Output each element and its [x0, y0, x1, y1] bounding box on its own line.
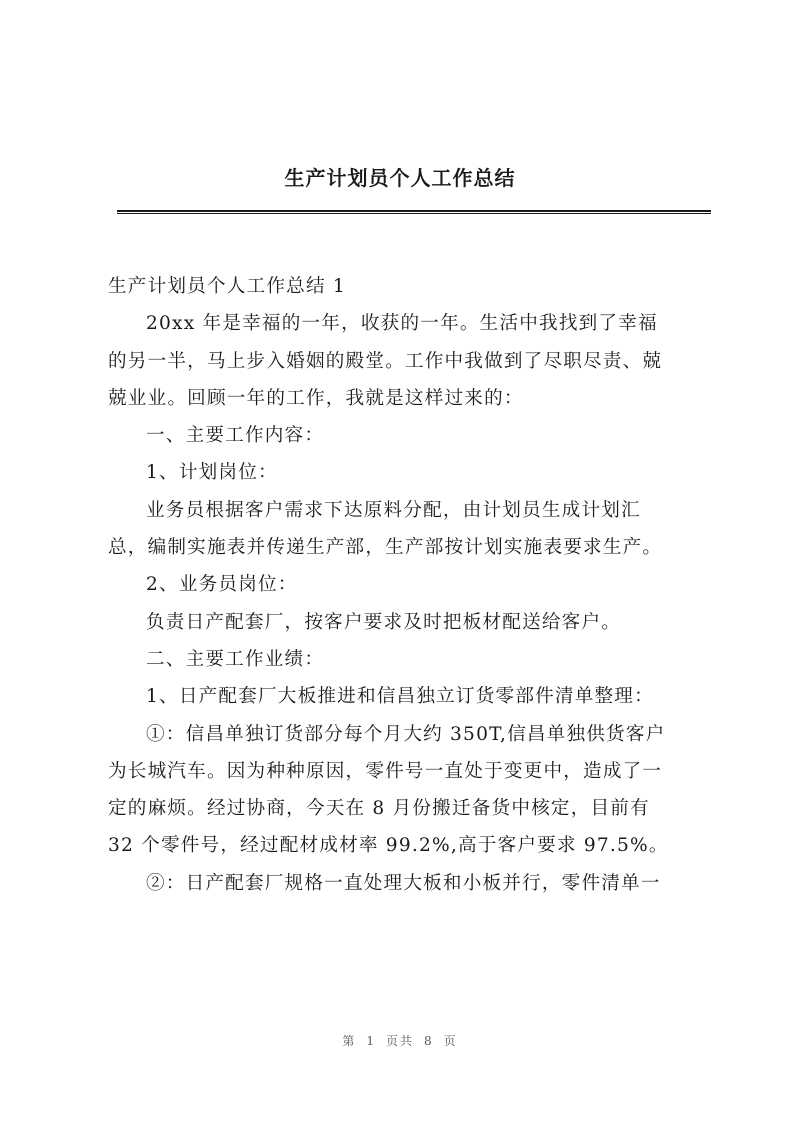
footer-page-number: 1 — [366, 1034, 376, 1048]
section-heading: 生产计划员个人工作总结 1 — [108, 276, 346, 297]
paragraph-line: 兢业业。回顾一年的工作，我就是这样过来的： — [108, 387, 524, 409]
subheading: 1、日产配套厂大板推进和信昌独立订货零部件清单整理： — [146, 686, 654, 708]
title-divider — [117, 210, 711, 214]
subheading: 二、主要工作业绩： — [146, 648, 325, 670]
subheading: 一、主要工作内容： — [146, 425, 325, 447]
paragraph-line: 定的麻烦。经过协商，今天在 8 月份搬迁备货中核定，目前有 — [108, 798, 650, 820]
subheading: 1、计划岗位： — [146, 462, 278, 484]
paragraph-line: 20xx 年是幸福的一年，收获的一年。生活中我找到了幸福 — [146, 313, 658, 335]
footer-total-pages: 8 — [424, 1034, 434, 1048]
paragraph-line: 总，编制实施表并传递生产部，生产部按计划实施表要求生产。 — [108, 537, 663, 559]
subheading: 2、业务员岗位： — [146, 574, 298, 596]
paragraph-line: 32 个零件号，经过配材成材率 99.2%,高于客户要求 97.5%。 — [108, 835, 669, 857]
paragraph-line: ②：日产配套厂规格一直处理大板和小板并行，零件清单一 — [146, 872, 661, 894]
paragraph-line: 业务员根据客户需求下达原料分配，由计划员生成计划汇 — [146, 499, 641, 521]
document-title: 生产计划员个人工作总结 — [284, 166, 516, 190]
document-body — [108, 268, 713, 902]
paragraph-line: 负责日产配套厂，按客户要求及时把板材配送给客户。 — [146, 611, 622, 633]
footer-middle: 页共 — [385, 1034, 414, 1048]
footer-prefix: 第 — [342, 1034, 357, 1048]
page-footer — [0, 1032, 800, 1049]
paragraph-line: 的另一半，马上步入婚姻的殿堂。工作中我做到了尽职尽责、兢 — [108, 350, 663, 372]
paragraph-line: 为长城汽车。因为种种原因，零件号一直处于变更中，造成了一 — [108, 760, 663, 782]
paragraph-line: ①：信昌单独订货部分每个月大约 350T,信昌单独供货客户 — [146, 723, 666, 745]
footer-suffix: 页 — [443, 1034, 458, 1048]
